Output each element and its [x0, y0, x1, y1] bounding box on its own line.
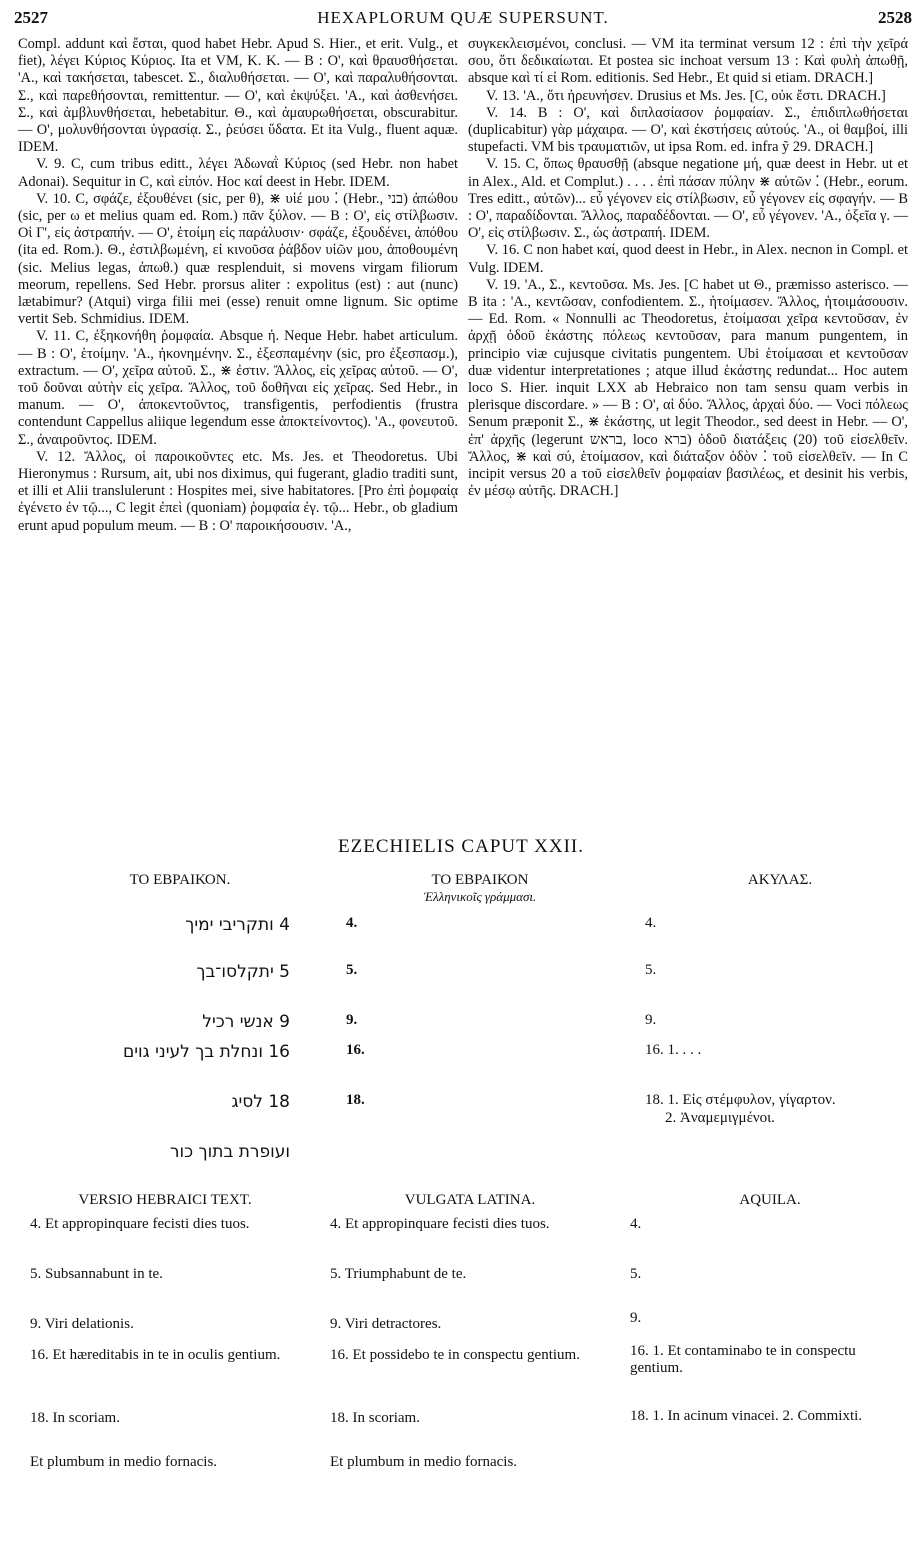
aquila-greek: 5. [645, 962, 657, 978]
aquila-greek-2: 2. Ἀναμεμιγμένοι. [665, 1110, 775, 1126]
page-header [14, 8, 912, 32]
paragraph: V. 15. C, ὅπως θραυσθῇ (absque negatione μή, quæ deest in Hebr. ut et in Alex., Ald. et Complut.) . . . . ἐπὶ πάσαν πύλην ⋇ αὐτῶν ⁚ (Hebr., eorum. Tres editt., αὐτῶν)... εὖ γέγονεν εἰς στίλβωσιν, εὖ γέγονεν εἰς σφαγήν. — B : O', παραδίδονται. Ἄλλος, παραδέδονται. — O', εὖ γέγονεν. 'A., ὀξεῖα γ. — O', εἰς στίλβωσιν. Σ., ὡς ἀστραπή. IDEM. [468, 156, 908, 242]
col-head-hebrew-greek-title: ΤΟ ΕΒΡΑΙΚΟΝ [431, 872, 529, 888]
col-head-aquila: AQUILA. [739, 1192, 801, 1208]
paragraph: V. 9. C, cum tribus editt., λέγει Ἀδωναῒ Κύριος (sed Hebr. non habet Adonai). Sequitur in C, καὶ εἰπόν. Hoc καί deest in Hebr. IDEM. [18, 156, 458, 190]
hebrew-text: 5 יתקלסו־בך [196, 962, 290, 982]
aquila-cell: 5. [630, 1266, 642, 1282]
verse-number: 9. [346, 1012, 358, 1028]
hebrew-text: 9 אנשי רכיל [202, 1012, 290, 1032]
versio-cell: 9. Viri delationis. [30, 1316, 134, 1332]
vulgata-cell: 4. Et appropinquare fecisti dies tuos. [330, 1216, 550, 1232]
paragraph: V. 16. C non habet καί, quod deest in Hebr., in Alex. necnon in Compl. et Vulg. IDEM. [468, 242, 908, 276]
verse-number: 16. [346, 1042, 365, 1058]
vulgata-cell: 16. Et possidebo te in conspectu gentium. [330, 1347, 580, 1363]
left-page-number: 2527 [14, 8, 48, 27]
paragraph: V. 10. C, σφάζε, ἐξουθένει (sic, per θ), ⋇ υἱέ μου ⁚ (Hebr., בני) ἀπώθου (sic, per ω et melius quam ed. Rom.) πᾶν ξύλον. — B : O', εἰς στίλβωσιν. Οἱ Γ', εἰς ἀστραπήν. — O', ἑτοίμη εἰς παράλυσιν· σφάζε, ἐξουδένει, ἀπόθου (ita ed. Rom.). Θ., ἐστιλβωμένη, εἰ κινοῦσα ῥάβδον υἱῶν μου, ἀποθουμένη (sic. Melius legas, ἀπωθ.) quæ resplenduit, si movens virgam filiorum meorum, repellens. Sed Hebr. prorsus aliter : expolitus (est) : aut (nunc) lætabimur? (Atqui) virga filii mei (esse) renuit omne lignum. Sic optime vertit Seb. Schmidius. IDEM. [18, 190, 458, 328]
verse-number: 4. [346, 915, 358, 931]
running-title: HEXAPLORUM QUÆ SUPERSUNT. [317, 8, 609, 27]
paragraph: συγκεκλεισμένοι, conclusi. — VM ita terminat versum 12 : ἐπὶ τὴν χεῖρά σου, ὅτι δεδικαίωται. Et postea sic inchoat versum 13 : Καὶ φυλὴ ἀπωθῇ, absque καὶ τί εἰ Rom. editionis. Sed Hebr., Et quid si etiam. DRACH.] [468, 36, 908, 87]
paragraph: Compl. addunt καὶ ἔσται, quod habet Hebr. Apud S. Hier., et erit. Vulg., et fiet), λέγει Κύριος Κύριος. Ita et VM, K. K. — B : O', καὶ θραυσθήσεται. 'A., καὶ τακήσεται, tabescet. Σ., διαλυθήσεται. — O', καὶ παραλυθήσονται. Σ., καὶ παρεθήσονται, remittentur. — O', καὶ ἐκψύξει. 'A., καὶ ἀσθενήσει. Σ., καὶ ἀμβλυνθήσεται, hebetabitur. Θ., καὶ ἀμαυρωθήσεται, obscurabitur. — O', μολυνθήσονται ὑγρασίᾳ. Σ., ῥεύσει ὕδατα. Et ita Vulg., fluent aquæ. IDEM. [18, 36, 458, 156]
versio-cell: 4. Et appropinquare fecisti dies tuos. [30, 1216, 250, 1232]
vulgata-cell: 5. Triumphabunt de te. [330, 1266, 467, 1282]
right-page-number: 2528 [878, 8, 912, 27]
aquila-greek: 16. 1. . . . [645, 1042, 702, 1058]
aquila-cell: 4. [630, 1216, 642, 1232]
versio-cell: 18. In scoriam. [30, 1410, 120, 1426]
vulgata-cell: 9. Viri detractores. [330, 1316, 442, 1332]
versio-cell: 5. Subsannabunt in te. [30, 1266, 163, 1282]
aquila-greek: 4. [645, 915, 657, 931]
hebrew-text: 18 לסיג [231, 1092, 290, 1112]
hebrew-text: ועופרת בתוך כור [169, 1142, 290, 1162]
col-head-hebrew-greek [380, 872, 580, 905]
paragraph: V. 13. 'A., ὅτι ἠρευνήσεν. Drusius et Ms. Jes. [C, οὐκ ἔστι. DRACH.] [486, 87, 886, 104]
col-head-vulgata: VULGATA LATINA. [404, 1192, 536, 1208]
verse-number: 18. [346, 1092, 365, 1108]
aquila-cell: 18. 1. In acinum vinacei. 2. Commixti. [630, 1408, 863, 1424]
aquila-cell: 16. 1. Et contaminabo te in conspectu gentium. [630, 1343, 856, 1376]
col-head-versio: VERSIO HEBRAICI TEXT. [78, 1192, 252, 1208]
hebrew-text: 4 ותקריבי ימיך [185, 915, 290, 935]
left-text-column [18, 36, 458, 535]
versio-cell: Et plumbum in medio fornacis. [30, 1454, 218, 1470]
col-head-hebrew: ΤΟ ΕΒΡΑΙΚΟΝ. [129, 872, 231, 888]
chapter-title: EZECHIELIS CAPUT XXII. [338, 836, 584, 857]
hebrew-text: 16 ונחלת בך לעיני גוים [122, 1042, 290, 1062]
versio-cell: 16. Et hæreditabis in te in oculis gentium. [30, 1347, 281, 1363]
right-text-column [468, 36, 908, 500]
col-head-hebrew-greek-sub: Ἑλληνικοῖς γράμμασι. [423, 889, 537, 904]
aquila-cell: 9. [630, 1310, 642, 1326]
vulgata-cell: Et plumbum in medio fornacis. [330, 1454, 518, 1470]
paragraph: V. 14. B : O', καὶ διπλασίασον ῥομφαίαν. Σ., ἐπιδιπλωθήσεται (duplicabitur) γὰρ μάχαιρα. — O', καὶ ἐκστήσεις αὐτούς. 'A., οἱ θαμβοί, illi stupefacti. VM bis τραυματιῶν, ut ipsa Rom. ed. infra ỹ 29. DRACH.] [468, 104, 908, 156]
verse-number: 5. [346, 962, 358, 978]
paragraph: V. 12. Ἄλλος, οἱ παροικοῦντες etc. Ms. Jes. et Theodoretus. Ubi Hieronymus : Rursum, ait, ubi nos diximus, qui fugerant, gladio traditi sunt, et illi et Alii translulerunt : Hospites mei, sive habitatores. [Pro ἐπὶ ῥομφαίᾳ ἐγένετο ἐν τῷ..., C legit ἐπεὶ (quoniam) ῥομφαία ἐγ. τῷ... Hebr., ob gladium erunt apud populum meum. — B : O' παροικήσουσιν. 'A., [18, 448, 458, 534]
aquila-greek: 9. [645, 1012, 657, 1028]
aquila-greek: 18. 1. Εἰς στέμφυλον, γίγαρτον. [645, 1092, 836, 1108]
paragraph: V. 11. C, ἐξηκονήθη ῥομφαία. Absque ἡ. Neque Hebr. habet articulum. — B : O', ἑτοίμην. 'A., ἠκονημένην. Σ., ἐξεσπαμένην (sic, pro ἐξεσπασμ.), extractum. — O', χεῖρα αὐτοῦ. Σ., ⋇ ἐστιν. Ἄλλος, εἰς χεῖρας αὐτοῦ. — O', τοῦ δοῦναι αὐτὴν εἰς χεῖρα. Ἄλλος, τοῦ δοθῆναι εἰς χεῖρας. Sed Hebr., in manum. — O', ἀποκεντοῦντος, transfigentis, perfodientis (frustra contendunt Cappellus aliique legendum esse ἀποκτείνοντος). 'A., φονευτοῦ. Σ., ἀναιροῦντος. IDEM. [18, 328, 458, 448]
paragraph: V. 19. 'A., Σ., κεντοῦσα. Ms. Jes. [C habet ut Θ., præmisso asterisco. — B ita : 'A., κεντῶσαν, confodientem. Σ., ἡτοίμασεν. Ἄλλος, ἡτοιμάσουσιν. — Ed. Rom. « Nonnulli ac Theodoretus, ἑτοίμασαι χεῖρα κεντοῦσαν, ἐν ἀρχῇ ὁδοῦ ἑκάστης πόλεως κεντοῦσαν, para manum pungentem, in principio viæ cujusque civitatis pungentem. Ubi ἑτοίμασαι et κεντοῦσαν duæ videntur interpretationes ; atque illud ἑκάστης redundat... Hoc autem loco S. Hier. inquit LXX ab Hebraico non tam sensu quam verbis in plerisque discordare. » — B : O', αἱ δύο. Ἄλλος, ἀρχαὶ δύο. — Voci πόλεως Senum præponit Σ., ⋇ ἑκάστης, ut legit Theodor., sed deest in Hebr. — O', ἐπ' ἀρχῆς (legerunt בראש, loco ברא) ὁδοῦ διατάξεις (20) τοῦ εἰσελθεῖν. Ἄλλος, ⋇ καὶ σύ, ἑτοίμασον, καὶ διάταξον ὁδὸν ⁚ τοῦ εἰσελθεῖν. — In C incipit versus 20 a τοῦ εἰσελθεῖν ῥομφαίαν βασιλέως, et desinit his verbis, ἐν μέσῳ αὐτῆς. DRACH.] [468, 276, 909, 500]
col-head-aquila-greek: ΑΚΥΛΑΣ. [747, 872, 813, 888]
vulgata-cell: 18. In scoriam. [330, 1410, 420, 1426]
